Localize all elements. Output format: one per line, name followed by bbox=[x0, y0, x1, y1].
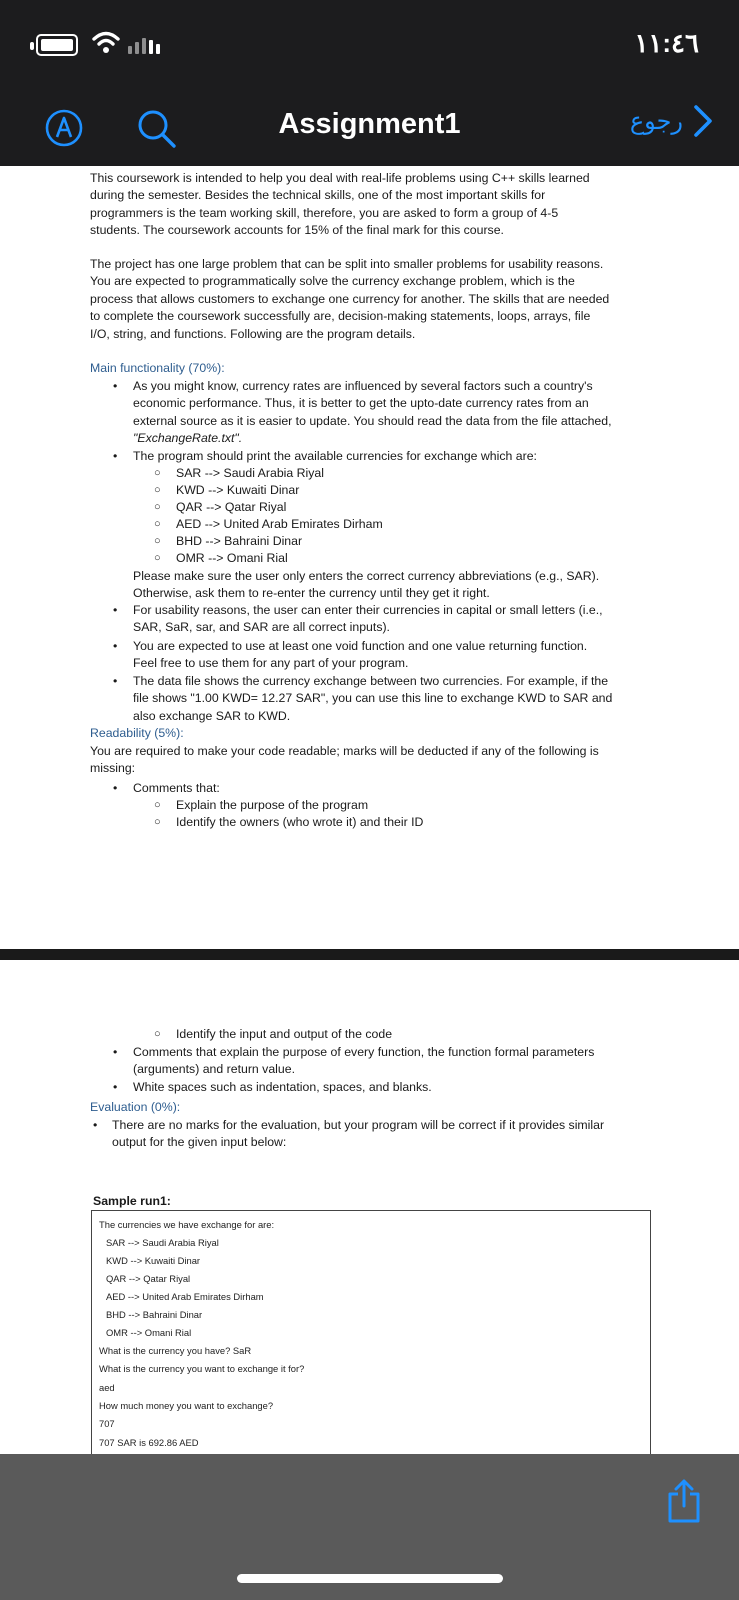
text-line: economic performance. Thus, it is better to get the upto-date currency rates from an bbox=[133, 396, 589, 411]
circle-bullet-icon: ○ bbox=[154, 1028, 161, 1040]
bullet-icon: • bbox=[113, 603, 118, 617]
bullet-icon: • bbox=[93, 1118, 98, 1132]
text-line: (arguments) and return value. bbox=[133, 1062, 295, 1077]
text-line: output for the given input below: bbox=[112, 1135, 287, 1150]
sample-line: aed bbox=[99, 1382, 115, 1393]
sample-run-box bbox=[91, 1210, 651, 1454]
sample-line: 707 bbox=[99, 1418, 115, 1429]
sample-line: The currencies we have exchange for are: bbox=[99, 1219, 275, 1230]
text-line: process that allows customers to exchange one currency for another. The skills that are needed bbox=[90, 291, 610, 306]
readability-heading: Readability (5%): bbox=[90, 726, 184, 740]
text-line: Comments that explain the purpose of every function, the function formal parameters bbox=[133, 1045, 595, 1059]
page-divider bbox=[0, 949, 739, 960]
bullet-icon: • bbox=[113, 639, 118, 653]
sample-line: 707 SAR is 692.86 AED bbox=[99, 1437, 199, 1448]
bullet-icon: • bbox=[113, 1045, 118, 1059]
currency-item: KWD --> Kuwaiti Dinar bbox=[176, 483, 300, 497]
document-page-2 bbox=[0, 960, 739, 1454]
sample-line: OMR --> Omani Rial bbox=[106, 1327, 192, 1338]
circle-bullet-icon: ○ bbox=[154, 467, 161, 479]
text-line: external source as it is easier to update. You should read the data from the file attached, bbox=[133, 413, 612, 428]
text-line: SAR, SaR, sar, and SAR are all correct inputs). bbox=[133, 620, 390, 635]
bullet-icon: • bbox=[113, 781, 118, 795]
home-indicator[interactable] bbox=[237, 1574, 503, 1583]
intro-paragraph bbox=[90, 170, 650, 240]
bullet-icon: • bbox=[113, 449, 118, 463]
sample-line: KWD --> Kuwaiti Dinar bbox=[106, 1255, 201, 1266]
currency-item: SAR --> Saudi Arabia Riyal bbox=[176, 466, 324, 480]
sample-line: QAR --> Qatar Riyal bbox=[106, 1273, 191, 1284]
bullet-usability bbox=[133, 602, 653, 637]
comment-item: Explain the purpose of the program bbox=[176, 798, 369, 812]
text-line: I/O, string, and functions. Following are the program details. bbox=[90, 326, 416, 341]
sample-run-title: Sample run1: bbox=[93, 1194, 171, 1208]
bullet-icon: • bbox=[113, 674, 118, 688]
text-line: "ExchangeRate.txt". bbox=[133, 431, 243, 446]
text-line: There are no marks for the evaluation, but your program will be correct if it provides similar bbox=[112, 1118, 605, 1132]
text-line: You are expected to use at least one void function and one value returning function. bbox=[133, 639, 588, 653]
evaluation-heading: Evaluation (0%): bbox=[90, 1100, 181, 1114]
bullet-comments: Comments that: bbox=[133, 781, 220, 795]
sample-line: AED --> United Arab Emirates Dirham bbox=[106, 1291, 264, 1302]
document-title: Assignment1 bbox=[278, 108, 461, 140]
bullet-function-comments bbox=[133, 1044, 653, 1079]
text-line: Feel free to use them for any part of your program. bbox=[133, 656, 409, 671]
bullet-data-file bbox=[133, 673, 653, 725]
document-page-1 bbox=[0, 166, 739, 949]
wifi-icon bbox=[92, 30, 120, 54]
circle-bullet-icon: ○ bbox=[154, 535, 161, 547]
project-paragraph bbox=[90, 256, 650, 343]
bullet-read-data bbox=[133, 378, 653, 448]
text-line: This coursework is intended to help you deal with real-life problems using C++ skills learned bbox=[90, 171, 590, 185]
status-bar bbox=[0, 0, 739, 90]
circle-bullet-icon: ○ bbox=[154, 501, 161, 513]
currency-item: OMR --> Omani Rial bbox=[176, 551, 288, 565]
sample-line: How much money you want to exchange? bbox=[99, 1400, 274, 1411]
text-line: Otherwise, ask them to re-enter the currency until they get it right. bbox=[133, 586, 490, 601]
sample-line: What is the currency you have? SaR bbox=[99, 1345, 252, 1356]
comment-item: Identify the owners (who wrote it) and their ID bbox=[176, 815, 424, 829]
circle-bullet-icon: ○ bbox=[154, 816, 161, 828]
circle-bullet-icon: ○ bbox=[154, 518, 161, 530]
text-line: students. The coursework accounts for 15% of the final mark for this course. bbox=[90, 223, 504, 238]
bullet-whitespace: White spaces such as indentation, spaces, and blanks. bbox=[133, 1080, 432, 1094]
bullet-evaluation bbox=[112, 1117, 652, 1152]
circle-bullet-icon: ○ bbox=[154, 799, 161, 811]
text-line: For usability reasons, the user can enter their currencies in capital or small letters (i.e., bbox=[133, 603, 603, 617]
text-line: The data file shows the currency exchange between two currencies. For example, if the bbox=[133, 674, 609, 688]
text-line: The project has one large problem that can be split into smaller problems for usability reasons. bbox=[90, 257, 604, 271]
text-line: As you might know, currency rates are influenced by several factors such a country's bbox=[133, 379, 593, 393]
readability-paragraph bbox=[90, 743, 650, 778]
circle-bullet-icon: ○ bbox=[154, 552, 161, 564]
signal-icon bbox=[128, 34, 160, 54]
text-line: also exchange SAR to KWD. bbox=[133, 708, 291, 723]
currency-item: BHD --> Bahraini Dinar bbox=[176, 534, 303, 548]
back-button[interactable] bbox=[630, 104, 713, 138]
bullet-icon: • bbox=[113, 1080, 118, 1094]
bullet-icon: • bbox=[113, 379, 118, 393]
currency-item: QAR --> Qatar Riyal bbox=[176, 500, 287, 514]
bottom-toolbar bbox=[0, 1454, 739, 1600]
text-line: Please make sure the user only enters the correct currency abbreviations (e.g., SAR). bbox=[133, 569, 600, 583]
circle-bullet-icon: ○ bbox=[154, 484, 161, 496]
sample-line: SAR --> Saudi Arabia Riyal bbox=[106, 1237, 219, 1248]
navigation-bar bbox=[0, 90, 739, 166]
sample-line: BHD --> Bahraini Dinar bbox=[106, 1309, 203, 1320]
text-line: to complete the coursework successfully are, decision-making statements, loops, arrays, file bbox=[90, 309, 591, 324]
main-functionality-heading: Main functionality (70%): bbox=[90, 361, 225, 375]
chevron-right-icon bbox=[693, 104, 713, 138]
text-line: missing: bbox=[90, 761, 136, 776]
text-line: file shows "1.00 KWD= 12.27 SAR", you can use this line to exchange KWD to SAR and bbox=[133, 691, 613, 706]
text-line: programmers is the team working skill, therefore, you are asked to form a group of 4-5 bbox=[90, 205, 559, 220]
currency-item: AED --> United Arab Emirates Dirham bbox=[176, 517, 383, 531]
share-icon[interactable] bbox=[665, 1478, 703, 1524]
abbreviation-note bbox=[133, 568, 653, 603]
comment-item: Identify the input and output of the code bbox=[176, 1027, 393, 1041]
battery-icon bbox=[36, 34, 78, 56]
text-line: You are required to make your code readable; marks will be deducted if any of the following is bbox=[90, 744, 599, 758]
text-line: You are expected to programmatically solve the currency exchange problem, which is the bbox=[90, 274, 575, 289]
status-time: ١١:٤٦ bbox=[634, 28, 699, 58]
bullet-print-currencies: The program should print the available currencies for exchange which are: bbox=[133, 449, 537, 463]
back-label: رجوع bbox=[629, 107, 683, 135]
bullet-functions bbox=[133, 638, 653, 673]
sample-line: What is the currency you want to exchange it for? bbox=[99, 1363, 305, 1374]
text-line: during the semester. Besides the technical skills, one of the most important skills for bbox=[90, 188, 546, 203]
